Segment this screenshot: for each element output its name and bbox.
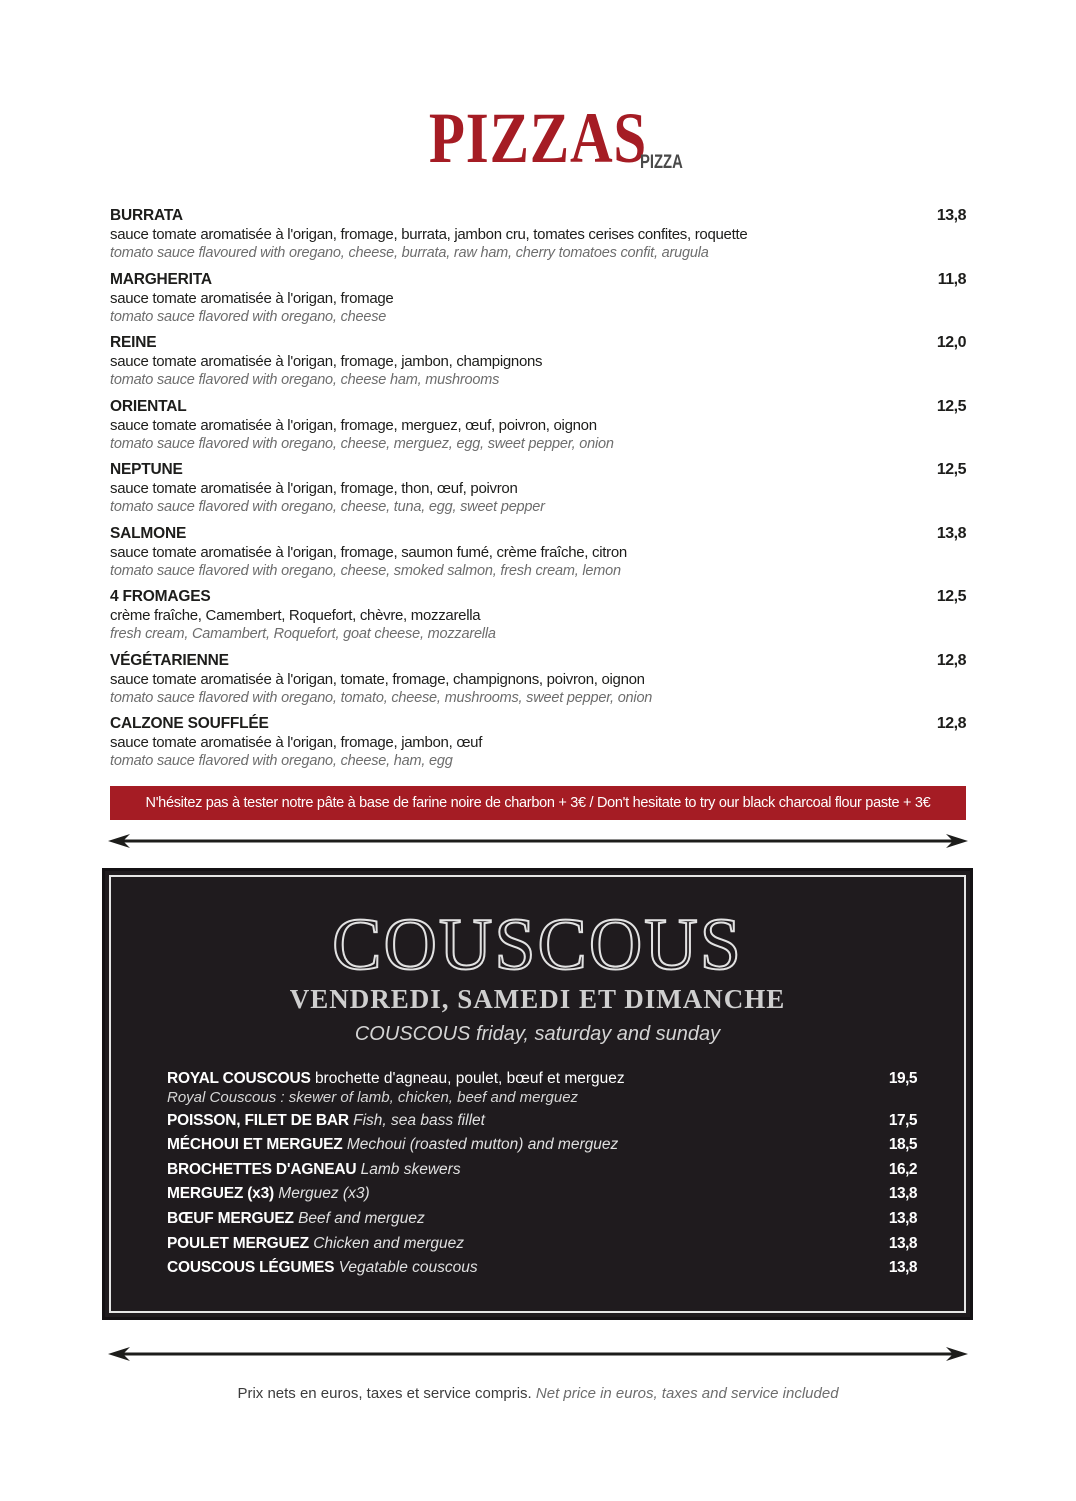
- item-name: COUSCOUS LÉGUMES: [167, 1259, 335, 1277]
- item-name: ORIENTAL: [110, 397, 187, 415]
- item-price: 13,8: [888, 1234, 917, 1252]
- double-arrow-divider-icon: [108, 834, 968, 848]
- menu-item: [110, 270, 966, 334]
- menu-item: [110, 524, 966, 588]
- item-description-fr: sauce tomate aromatisée à l'origan, tomate, fromage, champignons, poivron, oignon: [110, 670, 645, 688]
- item-name: MÉCHOUI ET MERGUEZ: [167, 1136, 343, 1154]
- item-name: POISSON, FILET DE BAR: [167, 1111, 349, 1129]
- couscous-title: COUSCOUS: [332, 904, 743, 986]
- item-description-fr: crème fraîche, Camembert, Roquefort, chèvre, mozzarella: [110, 607, 481, 624]
- item-description: Vegatable couscous: [338, 1259, 478, 1277]
- item-price: 12,0: [936, 334, 966, 351]
- item-description-fr: sauce tomate aromatisée à l'origan, fromage, thon, œuf, poivron: [110, 480, 518, 497]
- item-name: MARGHERITA: [110, 270, 212, 288]
- item-description-en: Royal Couscous : skewer of lamb, chicken, beef and merguez: [167, 1088, 579, 1106]
- item-description-fr: sauce tomate aromatisée à l'origan, fromage, jambon, champignons: [110, 353, 543, 370]
- couscous-board: [102, 868, 973, 1320]
- item-description-en: tomato sauce flavored with oregano, cheese ham, mushrooms: [110, 372, 500, 388]
- page-title: PIZZAS: [429, 98, 648, 178]
- menu-item: [110, 206, 966, 270]
- item-price: 11,8: [937, 270, 966, 288]
- menu-item: [167, 1158, 917, 1183]
- item-price: 13,8: [936, 207, 966, 224]
- item-name: NEPTUNE: [110, 461, 183, 478]
- item-description: Merguez (x3): [278, 1185, 370, 1203]
- pizza-list: [110, 206, 966, 778]
- item-description-fr: sauce tomate aromatisée à l'origan, fromage, jambon, œuf: [110, 734, 483, 751]
- item-name: SALMONE: [110, 524, 187, 542]
- item-description-en: tomato sauce flavored with oregano, cheese: [110, 308, 387, 325]
- item-price: 13,8: [888, 1259, 917, 1277]
- item-name: BROCHETTES D'AGNEAU: [167, 1160, 357, 1178]
- couscous-list: [167, 1067, 917, 1281]
- item-description-fr: sauce tomate aromatisée à l'origan, fromage, saumon fumé, crème fraîche, citron: [110, 543, 627, 561]
- menu-item: [167, 1207, 917, 1232]
- item-description-en: fresh cream, Camambert, Roquefort, goat cheese, mozzarella: [110, 626, 496, 642]
- item-price: 13,8: [936, 524, 966, 542]
- menu-item: [110, 460, 966, 524]
- menu-item: [167, 1256, 917, 1281]
- item-price: 18,5: [888, 1136, 917, 1154]
- menu-item: [167, 1109, 917, 1134]
- item-description: Lamb skewers: [360, 1160, 461, 1178]
- item-description: Beef and merguez: [298, 1209, 425, 1227]
- item-description-fr: sauce tomate aromatisée à l'origan, fromage, merguez, œuf, poivron, oignon: [110, 416, 597, 434]
- menu-item: [167, 1182, 917, 1207]
- item-price: 12,8: [936, 651, 966, 669]
- item-price: 17,5: [888, 1111, 917, 1129]
- item-name: BŒUF MERGUEZ: [167, 1209, 294, 1227]
- item-name: POULET MERGUEZ: [167, 1234, 309, 1252]
- item-description-fr: sauce tomate aromatisée à l'origan, fromage, burrata, jambon cru, tomates cerises confites, roquette: [110, 226, 748, 243]
- item-name: 4 FROMAGES: [110, 588, 211, 605]
- item-description: Chicken and merguez: [313, 1234, 464, 1252]
- item-name: VÉGÉTARIENNE: [110, 651, 229, 669]
- item-description-en: tomato sauce flavored with oregano, cheese, ham, egg: [110, 753, 453, 769]
- item-description-fr: sauce tomate aromatisée à l'origan, fromage: [110, 289, 394, 307]
- page-header: [0, 100, 1076, 176]
- menu-item: [110, 333, 966, 397]
- price-footnote: [0, 1384, 1076, 1404]
- item-price: 12,5: [936, 397, 966, 415]
- menu-item: [110, 651, 966, 715]
- item-price: 13,8: [888, 1209, 917, 1227]
- item-price: 12,5: [936, 588, 966, 605]
- menu-item: [110, 397, 966, 461]
- item-price: 12,8: [936, 715, 966, 732]
- item-name: CALZONE SOUFFLÉE: [110, 715, 269, 732]
- item-description-en: tomato sauce flavored with oregano, cheese, tuna, egg, sweet pepper: [110, 499, 545, 515]
- charcoal-dough-banner: N'hésitez pas à tester notre pâte à base de farine noire de charbon + 3€ / Don't hesitate to try our black charcoal flour paste + 3€: [110, 786, 966, 820]
- item-name: MERGUEZ (x3): [167, 1185, 274, 1203]
- couscous-days-en: COUSCOUS friday, saturday and sunday: [354, 1023, 721, 1045]
- menu-item: [110, 587, 966, 651]
- item-description-en: tomato sauce flavored with oregano, cheese, merguez, egg, sweet pepper, onion: [110, 435, 614, 452]
- item-description: Mechoui (roasted mutton) and merguez: [346, 1136, 619, 1154]
- menu-item: [167, 1232, 917, 1257]
- item-price: 16,2: [888, 1160, 917, 1178]
- item-price: 13,8: [888, 1185, 917, 1203]
- item-name: REINE: [110, 334, 157, 351]
- item-description-en: tomato sauce flavoured with oregano, cheese, burrata, raw ham, cherry tomatoes confit, arugula: [110, 245, 709, 261]
- item-name: BURRATA: [110, 207, 183, 224]
- item-description-en: tomato sauce flavored with oregano, tomato, cheese, mushrooms, sweet pepper, onion: [110, 689, 653, 706]
- item-name: ROYAL COUSCOUS: [167, 1070, 311, 1087]
- double-arrow-divider-icon: [108, 1347, 968, 1361]
- page-subtitle: PIZZA: [639, 152, 683, 173]
- footnote-en: Net price in euros, taxes and service included: [535, 1385, 839, 1402]
- item-description: brochette d'agneau, poulet, bœuf et merguez: [314, 1070, 625, 1087]
- item-description-en: tomato sauce flavored with oregano, cheese, smoked salmon, fresh cream, lemon: [110, 562, 621, 579]
- menu-item: [167, 1133, 917, 1158]
- menu-item: [167, 1067, 917, 1107]
- item-description: Fish, sea bass fillet: [353, 1111, 485, 1129]
- item-price: 12,5: [936, 461, 966, 478]
- item-price: 19,5: [888, 1070, 917, 1087]
- footnote-fr: Prix nets en euros, taxes et service compris.: [237, 1385, 532, 1402]
- couscous-days-fr: VENDREDI, SAMEDI ET DIMANCHE: [289, 984, 786, 1014]
- menu-item: [110, 714, 966, 778]
